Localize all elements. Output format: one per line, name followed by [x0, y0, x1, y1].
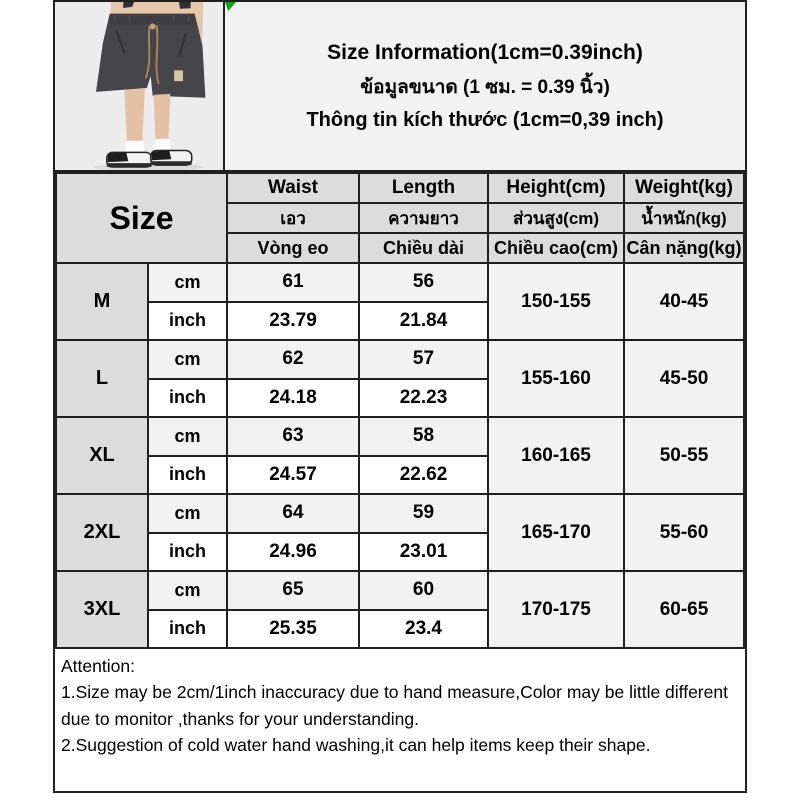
cell-waist-cm: 64: [227, 494, 359, 533]
unit-label-inch: inch: [148, 610, 227, 649]
cell-length-cm: 57: [359, 340, 488, 379]
size-label-3xl: 3XL: [56, 571, 148, 648]
cell-length-cm: 58: [359, 417, 488, 456]
cell-length-cm: 56: [359, 263, 488, 302]
cell-length-inch: 23.01: [359, 533, 488, 572]
unit-label-cm: cm: [148, 417, 227, 456]
unit-label-inch: inch: [148, 456, 227, 495]
cell-waist-cm: 65: [227, 571, 359, 610]
cell-height-range: 165-170: [488, 494, 624, 571]
cell-weight-range: 40-45: [624, 263, 744, 340]
cell-weight-range: 45-50: [624, 340, 744, 417]
unit-label-cm: cm: [148, 494, 227, 533]
cell-length-cm: 59: [359, 494, 488, 533]
cell-height-range: 150-155: [488, 263, 624, 340]
cell-waist-inch: 24.96: [227, 533, 359, 572]
attention-note-1: 1.Size may be 2cm/1inch inaccuracy due to hand measure,Color may be little different due to monitor ,thanks for your understanding.: [61, 682, 728, 729]
col-header-weight-en: Weight(kg): [624, 173, 744, 203]
col-header-waist-vi: Vòng eo: [227, 233, 359, 263]
cell-waist-cm: 62: [227, 340, 359, 379]
col-header-waist-th: เอว: [227, 203, 359, 233]
cell-length-cm: 60: [359, 571, 488, 610]
cell-waist-inch: 24.57: [227, 456, 359, 495]
cell-length-inch: 22.23: [359, 379, 488, 418]
title-thai: ข้อมูลขนาด (1 ซม. = 0.39 นิ้ว): [360, 76, 610, 98]
size-label-xl: XL: [56, 417, 148, 494]
model-photo: [55, 2, 225, 170]
shorts-model-illustration: [55, 2, 223, 170]
col-header-waist-en: Waist: [227, 173, 359, 203]
attention-section: [55, 649, 745, 791]
unit-label-inch: inch: [148, 533, 227, 572]
cell-length-inch: 21.84: [359, 302, 488, 341]
size-corner-header: Size: [56, 173, 227, 263]
col-header-length-th: ความยาว: [359, 203, 488, 233]
cell-height-range: 160-165: [488, 417, 624, 494]
col-header-weight-vi: Cân nặng(kg): [624, 233, 744, 263]
col-header-length-en: Length: [359, 173, 488, 203]
top-section: [55, 2, 745, 172]
cell-weight-range: 50-55: [624, 417, 744, 494]
size-label-l: L: [56, 340, 148, 417]
col-header-weight-th: น้ำหนัก(kg): [624, 203, 744, 233]
cell-length-inch: 23.4: [359, 610, 488, 649]
size-chart-panel: [53, 0, 747, 793]
unit-label-inch: inch: [148, 379, 227, 418]
attention-note-2: 2.Suggestion of cold water hand washing,it can help items keep their shape.: [61, 734, 651, 755]
size-label-m: M: [56, 263, 148, 340]
col-header-height-vi: Chiều cao(cm): [488, 233, 624, 263]
cell-weight-range: 55-60: [624, 494, 744, 571]
cell-waist-inch: 25.35: [227, 610, 359, 649]
cell-height-range: 155-160: [488, 340, 624, 417]
unit-label-cm: cm: [148, 571, 227, 610]
title-vietnamese: Thông tin kích thước (1cm=0,39 inch): [306, 108, 664, 131]
cell-waist-cm: 61: [227, 263, 359, 302]
col-header-height-en: Height(cm): [488, 173, 624, 203]
col-header-height-th: ส่วนสูง(cm): [488, 203, 624, 233]
unit-label-inch: inch: [148, 302, 227, 341]
cell-weight-range: 60-65: [624, 571, 744, 648]
cell-waist-inch: 24.18: [227, 379, 359, 418]
unit-label-cm: cm: [148, 263, 227, 302]
size-label-2xl: 2XL: [56, 494, 148, 571]
col-header-length-vi: Chiều dài: [359, 233, 488, 263]
size-table: [55, 172, 745, 649]
unit-label-cm: cm: [148, 340, 227, 379]
cell-waist-inch: 23.79: [227, 302, 359, 341]
cell-height-range: 170-175: [488, 571, 624, 648]
attention-heading: Attention:: [61, 656, 135, 676]
cell-waist-cm: 63: [227, 417, 359, 456]
cell-length-inch: 22.62: [359, 456, 488, 495]
title-english: Size Information(1cm=0.39inch): [327, 40, 643, 64]
size-info-title-block: [225, 2, 745, 170]
